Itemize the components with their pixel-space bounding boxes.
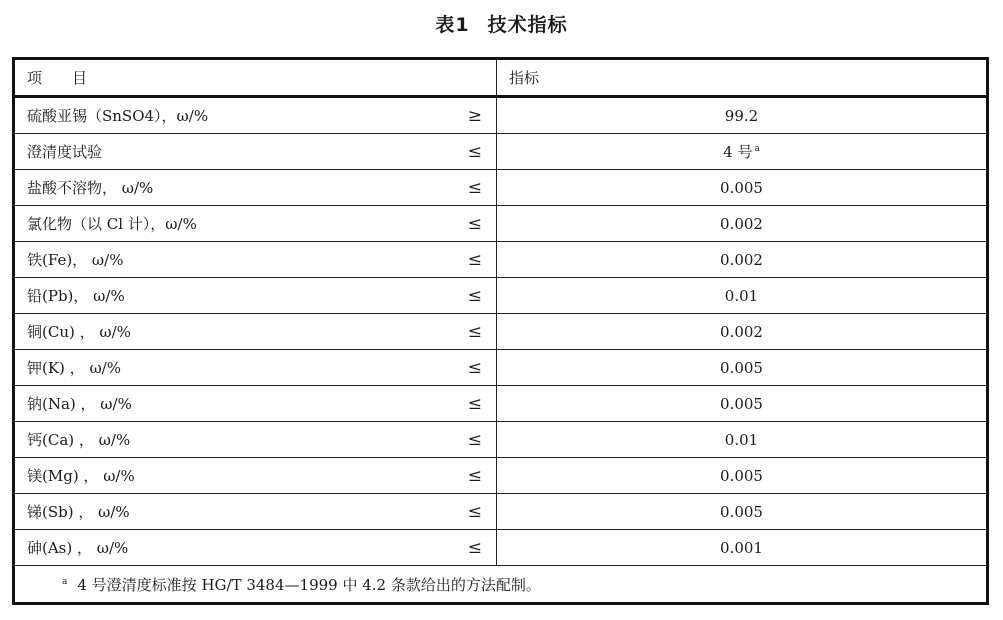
comparison-symbol: ≤ — [467, 177, 482, 198]
item-name: 硫酸亚锡（SnSO4），ω/% — [27, 107, 209, 125]
item-name: 澄清度试验 — [27, 143, 103, 161]
value-footnote-mark: a — [754, 144, 760, 154]
table-row — [14, 134, 988, 170]
item-cell — [14, 458, 497, 494]
comparison-symbol: ≤ — [467, 249, 482, 270]
item-cell — [14, 530, 497, 566]
item-name: 钠(Na) ， ω/% — [27, 395, 132, 413]
comparison-symbol: ≤ — [467, 321, 482, 342]
item-cell — [14, 422, 497, 458]
item-value: 0.005 — [720, 178, 763, 197]
footnote-text: 4 号澄清度标准按 HG/T 3484—1999 中 4.2 条款给出的方法配制。 — [77, 575, 541, 594]
value-cell — [497, 314, 988, 350]
table-title-text: 技术指标 — [487, 14, 568, 36]
value-cell — [497, 458, 988, 494]
comparison-symbol: ≤ — [467, 465, 482, 486]
table-number: 表1 — [435, 14, 470, 36]
item-name: 氯化物（以 Cl 计），ω/% — [27, 215, 197, 233]
item-value: 0.01 — [724, 430, 759, 449]
comparison-symbol: ≤ — [467, 429, 482, 450]
header-value: 指标 — [497, 59, 988, 97]
item-cell — [14, 170, 497, 206]
header-item: 项 目 — [14, 59, 497, 97]
item-value: 0.002 — [720, 322, 763, 341]
item-cell — [14, 350, 497, 386]
item-cell — [14, 242, 497, 278]
table-row — [14, 97, 988, 134]
item-cell — [14, 494, 497, 530]
item-value: 0.005 — [720, 466, 763, 485]
value-cell — [497, 97, 988, 134]
item-value: 0.005 — [720, 502, 763, 521]
table-row — [14, 350, 988, 386]
item-value: 0.005 — [720, 358, 763, 377]
item-cell — [14, 206, 497, 242]
table-row — [14, 206, 988, 242]
item-cell — [14, 278, 497, 314]
item-value: 0.002 — [720, 250, 763, 269]
item-name: 砷(As) ， ω/% — [27, 539, 129, 557]
value-cell — [497, 422, 988, 458]
item-name: 钙(Ca) ， ω/% — [27, 431, 131, 449]
table-row — [14, 530, 988, 566]
comparison-symbol: ≤ — [467, 501, 482, 522]
table-row — [14, 422, 988, 458]
value-cell — [497, 206, 988, 242]
item-name: 铁(Fe)， ω/% — [27, 251, 124, 269]
item-name: 镁(Mg) ， ω/% — [27, 467, 135, 485]
table-row — [14, 278, 988, 314]
table-title — [0, 10, 1003, 37]
item-value: 99.2 — [724, 106, 759, 125]
value-cell — [497, 494, 988, 530]
table-row — [14, 170, 988, 206]
comparison-symbol: ≤ — [467, 393, 482, 414]
table-row — [14, 314, 988, 350]
item-name: 钾(K) ， ω/% — [27, 359, 121, 377]
comparison-symbol: ≤ — [467, 213, 482, 234]
spec-table — [12, 57, 989, 605]
item-value: 0.005 — [720, 394, 763, 413]
item-cell — [14, 314, 497, 350]
item-name: 铜(Cu) ， ω/% — [27, 323, 131, 341]
footnote-row — [14, 566, 988, 604]
value-cell — [497, 170, 988, 206]
item-cell — [14, 97, 497, 134]
item-cell — [14, 134, 497, 170]
table-header-row — [14, 59, 988, 97]
table-row — [14, 494, 988, 530]
item-value: 0.01 — [724, 286, 759, 305]
value-cell — [497, 134, 988, 170]
item-value: 0.002 — [720, 214, 763, 233]
item-cell — [14, 386, 497, 422]
value-cell — [497, 530, 988, 566]
table-body — [14, 97, 988, 566]
value-cell — [497, 350, 988, 386]
item-value: 4 号 — [723, 143, 753, 161]
value-cell — [497, 386, 988, 422]
item-name: 铅(Pb)， ω/% — [27, 287, 125, 305]
table-row — [14, 386, 988, 422]
comparison-symbol: ≤ — [467, 141, 482, 162]
footnote-mark: a — [62, 576, 68, 587]
table-row — [14, 242, 988, 278]
comparison-symbol: ≤ — [467, 537, 482, 558]
value-cell — [497, 242, 988, 278]
value-cell — [497, 278, 988, 314]
item-name: 盐酸不溶物， ω/% — [27, 179, 154, 197]
footnote — [14, 566, 988, 604]
comparison-symbol: ≤ — [467, 285, 482, 306]
comparison-symbol: ≥ — [467, 105, 482, 126]
item-value: 0.001 — [720, 538, 763, 557]
table-row — [14, 458, 988, 494]
item-name: 锑(Sb) ， ω/% — [27, 503, 130, 521]
comparison-symbol: ≤ — [467, 357, 482, 378]
